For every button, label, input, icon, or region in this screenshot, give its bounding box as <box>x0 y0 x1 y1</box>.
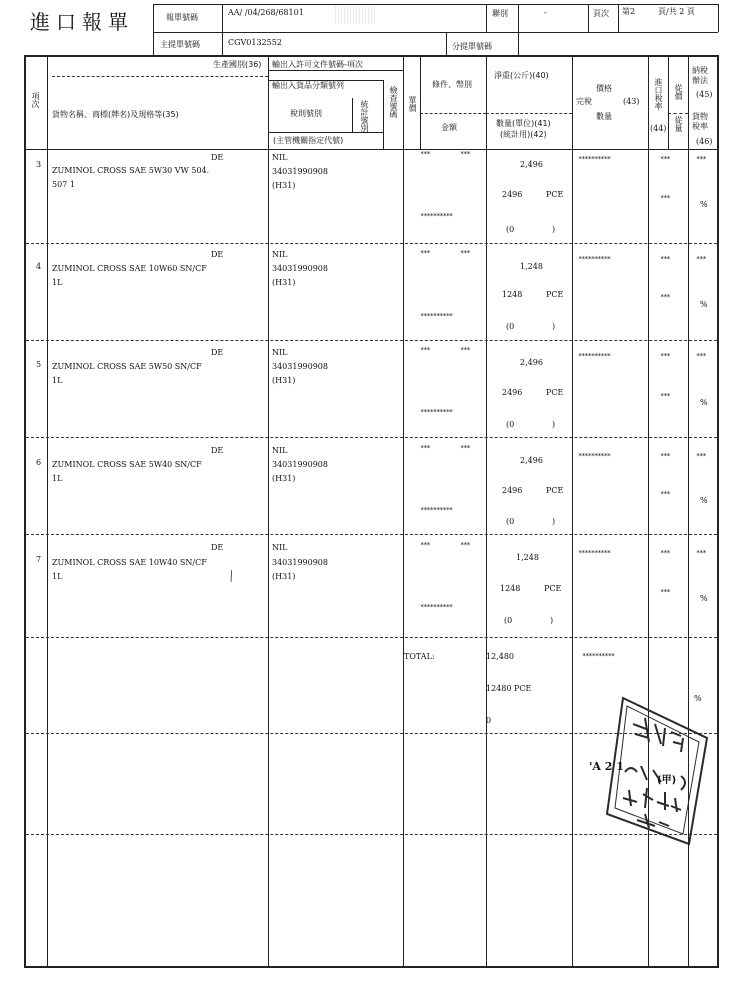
hdr-tariff: 稅則號別 <box>290 109 322 118</box>
masked-amount: ********** <box>420 506 453 514</box>
col-div-item <box>47 57 48 967</box>
master-bl-value: CGV0132552 <box>228 38 282 47</box>
row-sep-3 <box>26 437 717 438</box>
hdr-permit: 輸出入許可文件號碼-項次 <box>272 60 363 69</box>
hdr-description: 貨物名稱、商標(牌名)及規格等(35) <box>52 110 179 119</box>
pen-tick: ╲ <box>225 571 236 583</box>
item-permit: NIL <box>272 348 288 357</box>
header-div-1 <box>153 4 154 56</box>
hdr-customs-value: 完稅 <box>576 97 592 106</box>
item-weight: 2,496 <box>520 456 543 465</box>
masked-currency: *** <box>460 150 470 158</box>
hdr-terms: 條件、幣別 <box>432 80 472 89</box>
masked-currency: *** <box>460 541 470 549</box>
col-sub-unitprice <box>420 57 421 149</box>
hdr-tax-method-num: (45) <box>696 90 713 99</box>
masked-currency: *** <box>460 249 470 257</box>
col-div-weight <box>572 57 573 967</box>
item-pct: % <box>700 200 708 209</box>
row-sep-5 <box>26 637 717 638</box>
masked-rate2: *** <box>660 490 670 498</box>
total-pct: % <box>694 694 702 703</box>
item-desc-line1: ZUMINOL CROSS SAE 5W40 SN/CF <box>52 460 202 469</box>
item-unit: PCE <box>546 290 564 299</box>
page-label: 頁次 <box>593 9 609 18</box>
form-title: 進口報單 <box>30 10 134 34</box>
item-permit: NIL <box>272 153 288 162</box>
masked-terms: *** <box>420 346 430 354</box>
item-no: 7 <box>36 555 42 564</box>
frame-left <box>24 57 26 968</box>
item-desc-line1: ZUMINOL CROSS SAE 10W40 SN/CF <box>52 558 207 567</box>
masked-rate: *** <box>660 549 670 557</box>
hdr-line-a <box>268 70 403 71</box>
item-code: (H31) <box>272 278 296 287</box>
hdr-quantity: 數量(單位)(41) <box>496 119 551 128</box>
col-div-price <box>486 57 487 967</box>
masked-tax: *** <box>696 549 706 557</box>
masked-terms: *** <box>420 444 430 452</box>
masked-rate2: *** <box>660 293 670 301</box>
hdr-net-weight: 淨重(公斤)(40) <box>494 71 549 80</box>
hdr-inspection: 檢查號碼 <box>389 86 398 118</box>
item-paren-close: ) <box>552 420 556 429</box>
hdr-value-label: 價格 <box>596 84 612 93</box>
masked-total-value: ********** <box>582 652 615 660</box>
item-no: 3 <box>36 160 42 169</box>
col-sub-rate <box>668 57 669 149</box>
masked-rate2: *** <box>660 194 670 202</box>
masked-tax: *** <box>696 155 706 163</box>
item-qty: 1248 <box>502 290 523 299</box>
masked-amount: ********** <box>420 603 453 611</box>
item-weight: 1,248 <box>520 262 543 271</box>
stamp-date: 'A 2 1 <box>589 760 624 773</box>
item-qty: 2496 <box>502 388 523 397</box>
item-origin: DE <box>211 250 224 259</box>
item-origin: DE <box>211 446 224 455</box>
hdr-specific: 從量 <box>674 116 683 132</box>
item-desc-line2: 1L <box>52 474 63 483</box>
item-qty: 2496 <box>502 190 523 199</box>
hdr-tax-method: 納稅辦法 <box>692 66 708 85</box>
item-tariff: 34031990908 <box>272 558 328 567</box>
master-bl-label: 主提單號碼 <box>160 40 200 49</box>
hdr-ad-valorem: 從價 <box>674 84 683 100</box>
hdr-dash-d <box>668 113 688 114</box>
item-permit: NIL <box>272 543 288 552</box>
masked-value: ********** <box>578 549 611 557</box>
hdr-ccc: 輸出入貨品分類號列 <box>272 81 344 90</box>
hdr-origin: 生產國別(36) <box>213 60 262 69</box>
hdr-import-rate: 進口稅率 <box>654 78 663 110</box>
hdr-authority: (主管機關指定代號) <box>273 136 344 145</box>
masked-currency: *** <box>460 444 470 452</box>
item-unit: PCE <box>546 190 564 199</box>
item-paren-close: ) <box>550 616 554 625</box>
declaration-no-label: 報單號碼 <box>166 13 198 22</box>
item-code: (H31) <box>272 474 296 483</box>
total-pages: 頁/共 2 頁 <box>658 7 695 16</box>
masked-value: ********** <box>578 452 611 460</box>
item-pct: % <box>700 594 708 603</box>
house-bl-label: 分提單號碼 <box>452 42 492 51</box>
item-no: 6 <box>36 458 42 467</box>
item-paren-open: (0 <box>506 322 515 331</box>
header-div-2 <box>222 4 223 56</box>
masked-value: ********** <box>578 255 611 263</box>
item-permit: NIL <box>272 250 288 259</box>
header-mid-line <box>153 32 718 33</box>
item-weight: 2,496 <box>520 160 543 169</box>
header-div-3 <box>486 4 487 32</box>
hdr-customs-num: (43) <box>623 97 640 106</box>
hdr-unit-price: 單價 <box>408 96 417 112</box>
item-desc-line1: ZUMINOL CROSS SAE 5W30 VW 504. <box>52 166 210 175</box>
masked-amount: ********** <box>420 312 453 320</box>
hdr-amount: 金額 <box>441 123 457 132</box>
item-desc-line2: 1L <box>52 376 63 385</box>
page-value: 第2 <box>622 7 636 16</box>
header-div-4 <box>518 4 519 56</box>
total-weight: 12,480 <box>486 652 514 661</box>
hdr-dash-c <box>486 113 572 114</box>
declaration-no-value: AA/ /04/268/68101 <box>228 8 304 17</box>
hdr-item-no: 項次 <box>31 92 40 108</box>
item-tariff: 34031990908 <box>272 362 328 371</box>
item-pct: % <box>700 300 708 309</box>
customs-stamp <box>585 694 713 854</box>
masked-value: ********** <box>578 155 611 163</box>
col-div-permit <box>403 57 404 967</box>
copy-value: - <box>544 8 547 17</box>
hdr-stat: 統計號別 <box>360 100 369 132</box>
hdr-stat-unit: (統計用)(42) <box>500 130 547 139</box>
item-desc-line2: 507 1 <box>52 180 75 189</box>
item-code: (H31) <box>272 181 296 190</box>
item-desc-line2: 1L <box>52 572 63 581</box>
masked-terms: *** <box>420 249 430 257</box>
item-paren-open: (0 <box>504 616 513 625</box>
header-div-7 <box>446 32 447 56</box>
copy-label: 聯別 <box>492 9 508 18</box>
item-qty: 1248 <box>500 584 521 593</box>
item-paren-open: (0 <box>506 225 515 234</box>
item-no: 4 <box>36 262 42 271</box>
item-unit: PCE <box>546 388 564 397</box>
masked-amount: ********** <box>420 408 453 416</box>
item-tariff: 34031990908 <box>272 264 328 273</box>
item-desc-line1: ZUMINOL CROSS SAE 5W50 SN/CF <box>52 362 202 371</box>
masked-tax: *** <box>696 255 706 263</box>
item-qty: 2496 <box>502 486 523 495</box>
item-paren-close: ) <box>552 225 556 234</box>
hdr-commodity-rate-num: (46) <box>696 137 713 146</box>
masked-rate: *** <box>660 255 670 263</box>
item-unit: PCE <box>546 486 564 495</box>
col-div-desc <box>268 57 269 967</box>
total-qty: 12480 PCE <box>486 684 532 693</box>
item-permit: NIL <box>272 446 288 455</box>
row-sep-1 <box>26 243 717 244</box>
item-origin: DE <box>211 348 224 357</box>
masked-currency: *** <box>460 346 470 354</box>
item-paren-close: ) <box>552 517 556 526</box>
masked-rate: *** <box>660 352 670 360</box>
masked-amount: ********** <box>420 212 453 220</box>
item-weight: 1,248 <box>516 553 539 562</box>
item-origin: DE <box>211 153 224 162</box>
item-origin: DE <box>211 543 224 552</box>
header-top-line <box>153 4 718 5</box>
hdr-dash-a <box>52 76 268 77</box>
hdr-quantity-label: 數量 <box>596 112 612 121</box>
masked-value: ********** <box>578 352 611 360</box>
hdr-line-c <box>268 132 383 133</box>
masked-tax: *** <box>696 352 706 360</box>
item-pct: % <box>700 496 708 505</box>
header-bottom-line <box>24 55 719 57</box>
hdr-import-rate-num: (44) <box>650 124 667 133</box>
header-div-6 <box>618 4 619 32</box>
item-no: 5 <box>36 360 42 369</box>
scan-noise <box>335 6 375 24</box>
masked-rate2: *** <box>660 392 670 400</box>
frame-right <box>717 57 719 968</box>
customs-stamp-graphic <box>585 694 713 854</box>
item-desc-line2: 1L <box>52 278 63 287</box>
item-paren-open: (0 <box>506 420 515 429</box>
item-tariff: 34031990908 <box>272 460 328 469</box>
masked-tax: *** <box>696 452 706 460</box>
item-weight: 2,496 <box>520 358 543 367</box>
item-code: (H31) <box>272 376 296 385</box>
header-div-5 <box>588 4 589 32</box>
hdr-dash-b <box>420 113 486 114</box>
masked-rate: *** <box>660 155 670 163</box>
col-sub-stat <box>352 98 353 132</box>
frame-bottom <box>24 966 719 968</box>
masked-terms: *** <box>420 541 430 549</box>
item-desc-line1: ZUMINOL CROSS SAE 10W60 SN/CF <box>52 264 207 273</box>
item-paren-close: ) <box>552 322 556 331</box>
hdr-commodity-rate: 貨物稅率 <box>692 112 708 131</box>
stamp-note: (甲) <box>657 775 677 786</box>
row-sep-2 <box>26 340 717 341</box>
item-paren-open: (0 <box>506 517 515 526</box>
masked-terms: *** <box>420 150 430 158</box>
masked-rate: *** <box>660 452 670 460</box>
col-sub-inspection <box>383 80 384 149</box>
item-tariff: 34031990908 <box>272 167 328 176</box>
header-div-8 <box>718 4 719 32</box>
item-unit: PCE <box>544 584 562 593</box>
row-sep-4 <box>26 534 717 535</box>
col-header-bottom <box>24 149 719 150</box>
total-label: TOTAL: <box>404 652 435 661</box>
item-code: (H31) <box>272 572 296 581</box>
item-pct: % <box>700 398 708 407</box>
total-value: 0 <box>486 716 492 725</box>
masked-rate2: *** <box>660 588 670 596</box>
